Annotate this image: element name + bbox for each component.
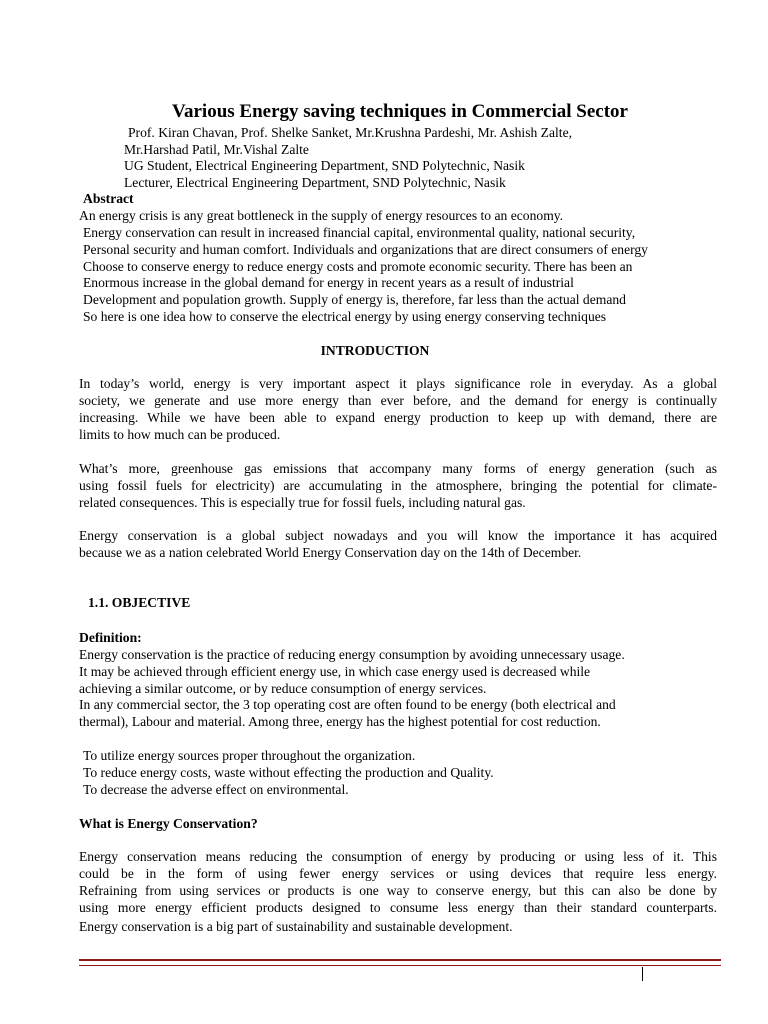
authors-line-1: Prof. Kiran Chavan, Prof. Shelke Sanket, Mr.Krushna Pardeshi, Mr. Ashish Zalte, — [128, 125, 573, 140]
abstract-line: Personal security and human comfort. Individuals and organizations that are direct consumers of energy — [83, 242, 648, 257]
paragraph-line: In today’s world, energy is very important aspect it plays significance role in everyday. As a global — [79, 376, 717, 391]
paragraph-line: society, we generate and use more energy than ever before, and the demand for energy is continually — [79, 393, 717, 408]
objective-heading: 1.1. OBJECTIVE — [88, 595, 191, 610]
paper-title: Various Energy saving techniques in Commercial Sector — [172, 101, 628, 122]
affiliation-lecturers: Lecturer, Electrical Engineering Department, SND Polytechnic, Nasik — [124, 175, 506, 190]
abstract-line: Choose to conserve energy to reduce energy costs and promote economic security. There has been an — [83, 259, 633, 274]
abstract-heading: Abstract — [83, 191, 134, 206]
objective-goal: To reduce energy costs, waste without effecting the production and Quality. — [83, 765, 494, 780]
definition-line: In any commercial sector, the 3 top operating cost are often found to be energy (both electrical and — [79, 697, 616, 712]
paragraph-line: Energy conservation is a global subject nowadays and you will know the importance it has acquired — [79, 528, 717, 543]
abstract-line: Energy conservation can result in increased financial capital, environmental quality, national security, — [83, 225, 636, 240]
paragraph-line: Energy conservation means reducing the consumption of energy by producing or using less of it. This — [79, 849, 717, 864]
affiliation-students: UG Student, Electrical Engineering Department, SND Polytechnic, Nasik — [124, 158, 525, 173]
objective-goal: To decrease the adverse effect on environmental. — [83, 782, 349, 797]
what-is-heading: What is Energy Conservation? — [79, 816, 258, 831]
abstract-line: An energy crisis is any great bottleneck in the supply of energy resources to an economy. — [79, 208, 564, 223]
what-is-last-line: Energy conservation is a big part of sustainability and sustainable development. — [79, 919, 513, 934]
abstract-line: So here is one idea how to conserve the electrical energy by using energy conserving techniques — [83, 309, 607, 324]
introduction-heading: INTRODUCTION — [320, 343, 430, 358]
abstract-line: Development and population growth. Supply of energy is, therefore, far less than the actual demand — [83, 292, 626, 307]
paragraph-line: limits to how much can be produced. — [79, 427, 281, 442]
definition-line: Energy conservation is the practice of reducing energy consumption by avoiding unnecessary usage. — [79, 647, 625, 662]
definition-line: thermal), Labour and material. Among three, energy has the highest potential for cost reduction. — [79, 714, 601, 729]
paragraph-line: What’s more, greenhouse gas emissions that accompany many forms of energy generation (such as — [79, 461, 717, 476]
paragraph-line: using fossil fuels for electricity) are accumulating in the atmosphere, bringing the potential for climate- — [79, 478, 717, 493]
authors-line-2: Mr.Harshad Patil, Mr.Vishal Zalte — [124, 142, 309, 157]
paragraph-line: related consequences. This is especially true for fossil fuels, including natural gas. — [79, 495, 526, 510]
paragraph-line: Refraining from using services or products is one way to conserve energy, but this can also be done by — [79, 883, 717, 898]
abstract-line: Enormous increase in the global demand for energy in recent years as a result of industrial — [83, 275, 574, 290]
paragraph-line: using more energy efficient products designed to consume less energy than their standard counterparts. — [79, 900, 717, 915]
introduction-paragraph-2 — [79, 460, 717, 511]
paragraph-line: could be in the form of using fewer energy services or using devices that require less energy. — [79, 866, 717, 881]
what-is-paragraph — [79, 848, 717, 916]
paragraph-line: increasing. While we have been able to expand energy production to keep up with demand, there are — [79, 410, 717, 425]
page-number-marker — [642, 967, 643, 981]
objective-goal: To utilize energy sources proper throughout the organization. — [83, 748, 416, 763]
introduction-paragraph-1 — [79, 375, 717, 443]
footer-rule — [79, 959, 721, 966]
definition-heading: Definition: — [79, 630, 142, 645]
paragraph-line: because we as a nation celebrated World Energy Conservation day on the 14th of December. — [79, 545, 582, 560]
definition-line: It may be achieved through efficient energy use, in which case energy used is decreased while — [79, 664, 591, 679]
introduction-paragraph-3 — [79, 527, 717, 561]
definition-line: achieving a similar outcome, or by reduce consumption of energy services. — [79, 681, 487, 696]
